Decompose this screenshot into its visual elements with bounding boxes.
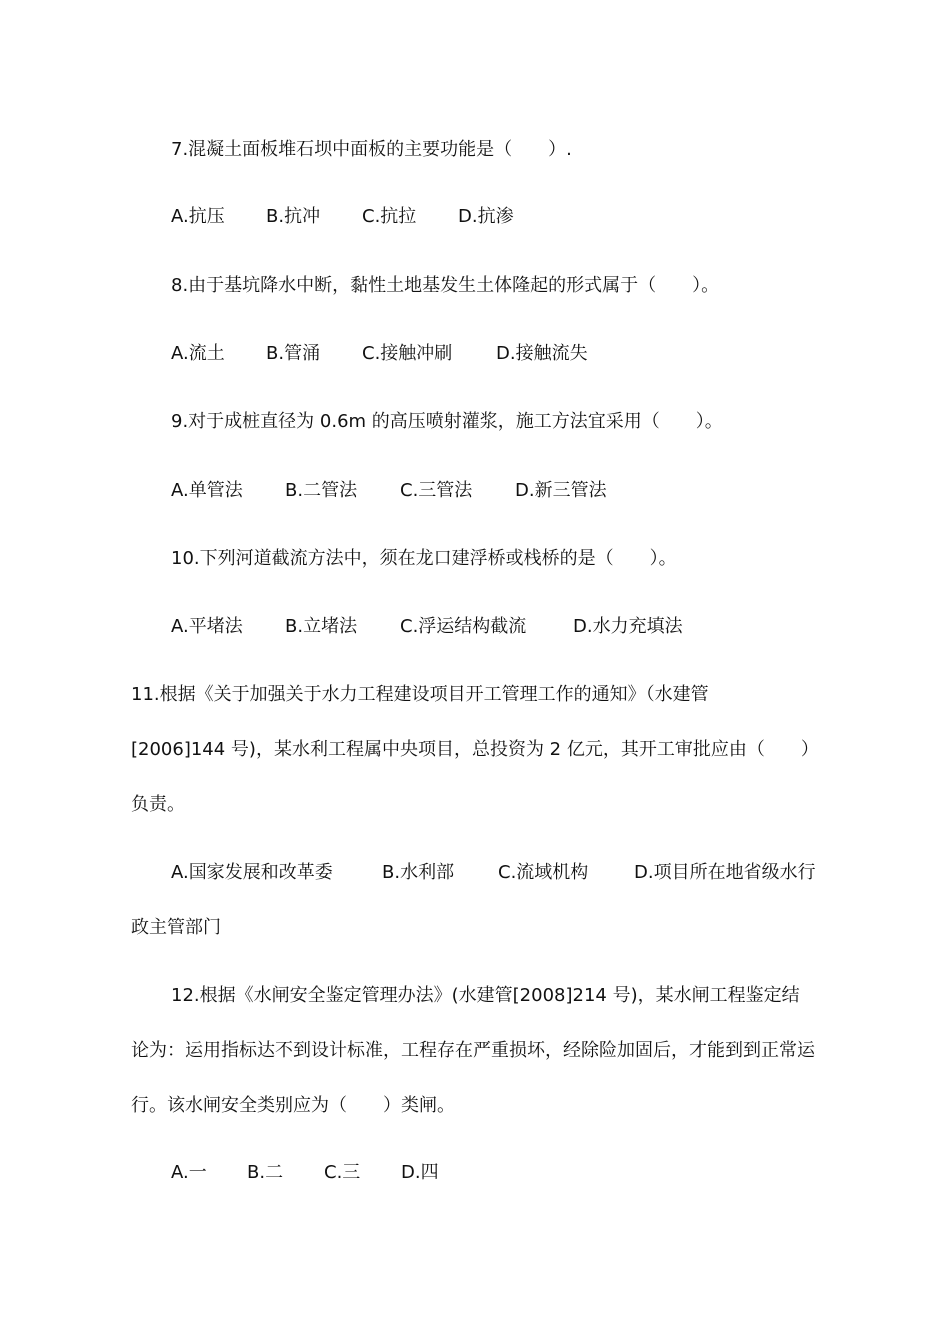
option-a: A.抗压 — [171, 206, 225, 227]
question-7-options — [171, 205, 514, 229]
question-11-stem-line-1: 11.根据《关于加强关于水力工程建设项目开工管理工作的通知》（水建管 — [131, 684, 709, 705]
question-12-options — [171, 1161, 439, 1185]
option-a: A.流土 — [171, 343, 225, 364]
option-b: B.管涌 — [266, 343, 321, 364]
option-c: C.浮运结构截流 — [400, 616, 527, 637]
question-9-stem: 9.对于成桩直径为 0.6m 的高压喷射灌浆，施工方法宜采用（ ）。 — [171, 411, 723, 432]
question-10-options — [171, 615, 683, 639]
option-d: D.项目所在地省级水行 — [634, 862, 816, 883]
option-c: C.三 — [324, 1162, 361, 1183]
question-11-option-d-continued: 政主管部门 — [131, 917, 221, 938]
option-b: B.抗冲 — [266, 206, 321, 227]
question-8-stem: 8.由于基坑降水中断，黏性土地基发生土体隆起的形式属于（ ）。 — [171, 275, 720, 296]
question-8-options — [171, 342, 588, 366]
option-b: B.二管法 — [285, 480, 358, 501]
option-d: D.新三管法 — [515, 480, 607, 501]
question-11-stem-line-3: 负责。 — [131, 794, 185, 815]
option-a: A.国家发展和改革委 — [171, 862, 333, 883]
question-7-stem: 7.混凝土面板堆石坝中面板的主要功能是（ ）. — [171, 139, 572, 160]
option-b: B.水利部 — [382, 862, 455, 883]
option-b: B.立堵法 — [285, 616, 358, 637]
option-c: C.流域机构 — [498, 862, 589, 883]
question-9-options — [171, 479, 607, 503]
option-d: D.抗渗 — [458, 206, 514, 227]
question-12-stem-line-1: 12.根据《水闸安全鉴定管理办法》(水建管[2008]214 号)，某水闸工程鉴定结 — [171, 985, 800, 1006]
option-a: A.单管法 — [171, 480, 243, 501]
question-10-stem: 10.下列河道截流方法中，须在龙口建浮桥或栈桥的是（ ）。 — [171, 548, 677, 569]
question-11-stem-line-2: [2006]144 号)，某水利工程属中央项目，总投资为 2 亿元，其开工审批应由（ ） — [131, 739, 819, 760]
option-c: C.抗拉 — [362, 206, 417, 227]
option-d: D.水力充填法 — [573, 616, 683, 637]
question-11-options — [171, 861, 816, 885]
option-d: D.四 — [401, 1162, 439, 1183]
option-c: C.接触冲刷 — [362, 343, 453, 364]
question-12-stem-line-2: 论为：运用指标达不到设计标准，工程存在严重损坏，经除险加固后，才能到到正常运 — [131, 1040, 815, 1061]
option-c: C.三管法 — [400, 480, 473, 501]
option-d: D.接触流失 — [496, 343, 588, 364]
option-a: A.平堵法 — [171, 616, 243, 637]
question-12-stem-line-3: 行。该水闸安全类别应为（ ）类闸。 — [131, 1095, 455, 1116]
option-b: B.二 — [247, 1162, 284, 1183]
option-a: A.一 — [171, 1162, 207, 1183]
